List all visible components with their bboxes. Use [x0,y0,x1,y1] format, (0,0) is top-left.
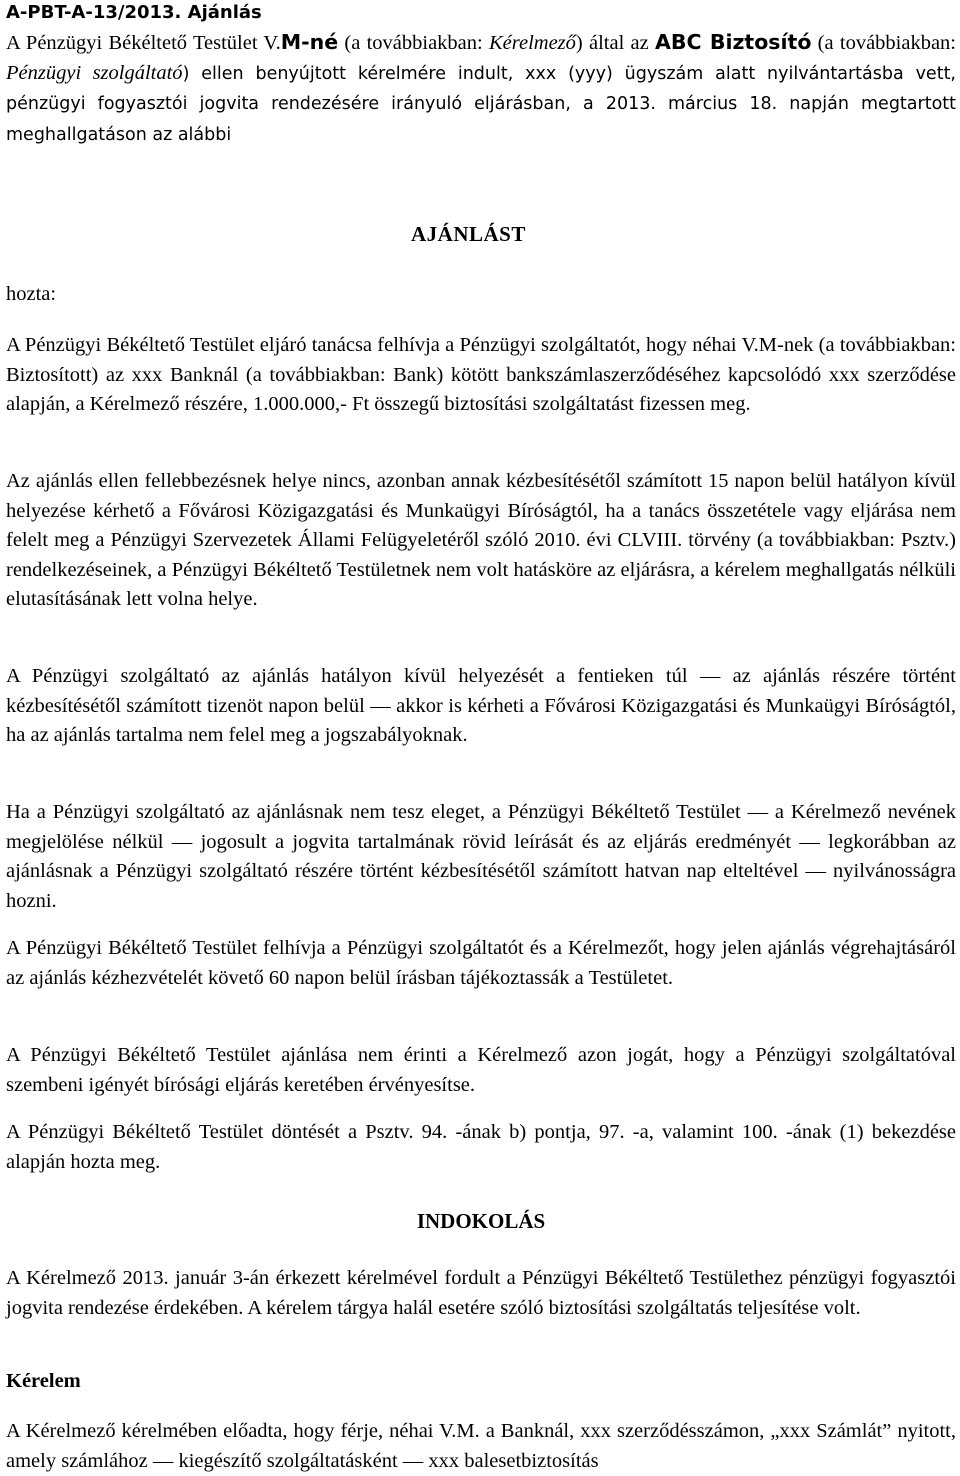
intro-penzugyi-szolgaltato: Pénzügyi szolgáltató [6,61,183,84]
paragraph-6: A Pénzügyi Békéltető Testület ajánlása nem érinti a Kérelmező azon jogát, hogy a Pénzügyi szolgáltatóval szembeni igényét bírósági eljárás keretében érvényesítse. [6,1044,956,1096]
heading-indokolas: INDOKOLÁS [416,1209,546,1233]
intro-text-3: (a továbbiakban: [338,32,489,54]
paragraph-5: A Pénzügyi Békéltető Testület felhívja a Pénzügyi szolgáltatót és a Kérelmezőt, hogy jelen ajánlás végrehajtásáról az ajánlás kézhezvételét követő 60 napon belül írásban tájékoztassák a Testületet. [6,937,956,989]
intro-text-9: ) ellen benyújtott kérelmére indult, xxx (yyy) ügyszám alatt nyilvántartásba vett, pénzügyi fogyasztói jogvita rendezésére irányuló eljárásban, a 2013. március 18. napján megtartott meghallgatáson az alábbi [6,63,956,145]
intro-paragraph [6,28,956,150]
intro-text-7: (a továbbiakban: [811,32,957,54]
heading-kerelem: Kérelem [6,1370,81,1392]
intro-kerelmezo: Kérelmező [489,32,576,54]
intro-insurer-name: ABC Biztosító [655,30,812,54]
intro-text-1: A Pénzügyi Békéltető Testület V. [6,32,281,54]
heading-ajanlast: AJÁNLÁST [411,222,526,246]
kerelem-paragraph: A Kérelmező kérelmében előadta, hogy férje, néhai V.M. a Banknál, xxx szerződésszámon, „xxx Számlát” nyitott, amely számlához — kiegészítő szolgáltatásként — xxx balesetbiztosítás [6,1420,956,1472]
hozta-label: hozta: [6,283,57,305]
paragraph-4: Ha a Pénzügyi szolgáltató az ajánlásnak nem tesz eleget, a Pénzügyi Békéltető Testület — a Kérelmező nevének megjelölése nélkül — jogosult a jogvita tartalmának rövid leírását és az eljárás eredményét — legkorábban az ajánlásnak a Pénzügyi szolgáltató részére történt kézbesítésétől számított hatvan nap elteltével — nyilvánosságra hozni. [6,801,956,912]
paragraph-7: A Pénzügyi Békéltető Testület döntését a Psztv. 94. -ának b) pontja, 97. -a, valamint 100. -ának (1) bekezdése alapján hozta meg. [6,1121,956,1173]
paragraph-2: Az ajánlás ellen fellebbezésnek helye nincs, azonban annak kézbesítésétől számított 15 napon belül hatályon kívül helyezése kérhető a Fővárosi Közigazgatási és Munkaügyi Bíróságtól, ha a tanács összetétele vagy eljárása nem felelt meg a Pénzügyi Szervezetek Állami Felügyeletéről szóló 2010. évi CLVIII. törvény (a továbbiakban: Psztv.) rendelkezéseinek, a Pénzügyi Békéltető Testületnek nem volt hatásköre az eljárásra, a kérelem meghallgatás nélküli elutasításának lett volna helye. [6,470,956,610]
intro-applicant-name: M-né [280,30,339,54]
document-id-title: A-PBT-A-13/2013. Ajánlás [6,2,262,23]
intro-text-5: ) által az [575,32,656,54]
document-page [6,0,957,1472]
paragraph-3: A Pénzügyi szolgáltató az ajánlás hatályon kívül helyezését a fentieken túl — az ajánlás részére történt kézbesítésétől számított tizenöt napon belül — akkor is kérheti a Fővárosi Közigazgatási és Munkaügyi Bíróságtól, ha az ajánlás tartalma nem felel meg a jogszabályoknak. [6,665,956,746]
paragraph-1: A Pénzügyi Békéltető Testület eljáró tanácsa felhívja a Pénzügyi szolgáltatót, hogy néhai V.M-nek (a továbbiakban: Biztosított) az xxx Banknál (a továbbiakban: Bank) kötött bankszámlaszerződéséhez kapcsolódó xxx szerződése alapján, a Kérelmező részére, 1.000.000,- Ft összegű biztosítási szolgáltatást fizessen meg. [6,334,956,415]
indokolas-paragraph: A Kérelmező 2013. január 3-án érkezett kérelmével fordult a Pénzügyi Békéltető Testülethez pénzügyi fogyasztói jogvita rendezése érdekében. A kérelem tárgya halál esetére szóló biztosítási szolgáltatás teljesítése volt. [6,1267,956,1319]
